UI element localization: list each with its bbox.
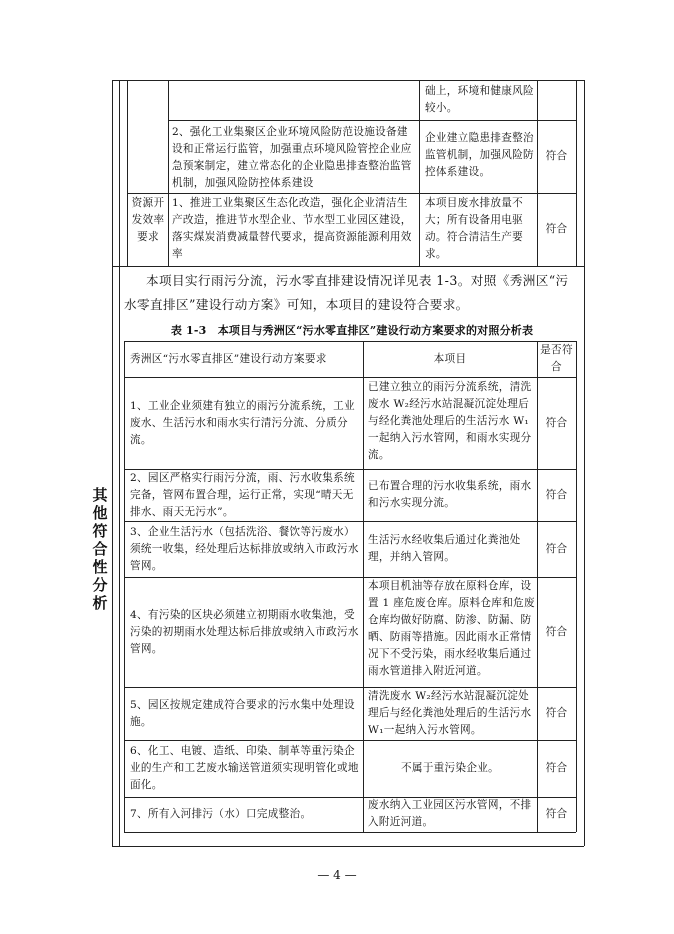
page-number: — 4 —	[317, 868, 357, 882]
upper-row2-result: 符合	[545, 150, 568, 162]
table-row-6-project: 不属于重污染企业。	[400, 762, 500, 774]
section-side-label	[90, 486, 110, 612]
side-char-4: 合	[92, 540, 108, 558]
table-row-4-project: 本项目机油等存放在原料仓库，设置 1 座危废仓库。原料仓库和危废仓库均做好防腐、防渗、防漏、防晒、防雨等措施。因此雨水正常情况下不受污染，雨水经收集后通过雨水管道排入附近河道。	[368, 580, 535, 677]
intro-paragraph-line1: 本项目实行雨污分流，污水零直排建设情况详见表 1-3。对照《秀洲区“污	[146, 273, 569, 288]
table-row-5-result: 符合	[545, 707, 568, 719]
side-char-1: 其	[92, 486, 108, 504]
upper-row2-project-text: 企业建立隐患排查整治监管机制，加强风险防控体系建设。	[425, 132, 534, 178]
table-header-compliance: 是否符合	[540, 344, 573, 373]
table-row-1-requirement: 1、工业企业须建有独立的雨污分流系统，工业废水、生活污水和雨水实行清污分流、分质分流。	[130, 399, 355, 446]
table-row-5-project: 清洗废水 W₂经污水站混凝沉淀处理后与经化粪池处理后的生活污水 W₁一起纳入污水管网。	[368, 690, 532, 736]
table-row-7-project: 废水纳入工业园区污水管网，不排入附近河道。	[368, 799, 532, 828]
table-left-line	[124, 341, 125, 832]
table-row-4-requirement: 4、有污染的区块必须建立初期雨水收集池，受污染的初期雨水处理达标后排放或纳入市政污水管网。	[130, 608, 359, 655]
frame-top-line	[112, 80, 584, 81]
upper-row3-result: 符合	[545, 223, 568, 235]
table-caption: 表 1-3 本项目与秀洲区“污水零直排区”建设行动方案要求的对照分析表	[170, 324, 534, 337]
upper-row2-measure-text: 2、强化工业集聚区企业环境风险防范设施设备建设和正常运行监管，加强重点环境风险管控企业应急预案制定，建立常态化的企业隐患排查整治监管机制，加强风险防控体系建设	[172, 126, 412, 189]
table-row-2-result: 符合	[545, 488, 568, 501]
upper-col-line-b	[127, 80, 128, 266]
section-divider-line	[112, 266, 584, 267]
upper-row-line-2	[127, 193, 576, 194]
table-right-line	[576, 341, 577, 832]
upper-row3-measure-text: 1、推进工业集聚区生态化改造，强化企业清洁生产改造，推进节水型企业、节水型工业园区建设，落实煤炭消费减量替代要求，提高资源能源利用效率	[172, 197, 412, 260]
table-row-6-requirement: 6、化工、电镀、造纸、印染、制革等重污染企业的生产和工艺废水输送管道须实现明管化或地面化。	[130, 745, 359, 791]
upper-col-line-d	[419, 80, 420, 266]
frame-right-line	[584, 80, 585, 846]
table-row-3-project: 生活污水经收集后通过化粪池处理，并纳入管网。	[368, 534, 521, 563]
upper-row3-project-text: 本项目废水排放量不大；所有设备用电驱动。符合清洁生产要求。	[425, 197, 524, 260]
table-header-requirement: 秀洲区“污水零直排区”建设行动方案要求	[130, 352, 327, 365]
side-char-6: 分	[92, 576, 108, 594]
table-row-2-requirement: 2、园区严格实行雨污分流，雨、污水收集系统完备，管网布置合理，运行正常，实现“晴天无排水、雨天无污水”。	[130, 471, 355, 518]
table-row-6-result: 符合	[545, 762, 568, 774]
side-char-2: 他	[92, 504, 108, 522]
upper-row-line-1	[168, 120, 576, 121]
side-char-3: 符	[92, 522, 108, 540]
table-row-2-project: 已布置合理的污水收集系统，雨水和污水实现分流。	[368, 480, 532, 509]
table-row-1-result: 符合	[545, 416, 568, 429]
upper-col-line-a	[119, 80, 120, 266]
section-label-divider	[119, 266, 120, 846]
table-row-5-requirement: 5、园区按规定建成符合要求的污水集中处理设施。	[130, 698, 355, 728]
upper-row1-project-text: 础上，环境和健康风险较小。	[425, 85, 534, 114]
intro-paragraph-line2: 水零直排区”建设行动方案》可知，本项目的建设符合要求。	[124, 297, 469, 312]
table-row-7-result: 符合	[545, 808, 568, 820]
table-row-1-project: 已建立独立的雨污分流系统，清洗废水 W₂经污水站混凝沉淀处理后与经化粪池处理后的生活污水 W₁一起纳入污水管网，和雨水实现分流。	[368, 381, 532, 461]
upper-col-line-c	[168, 80, 169, 266]
side-char-5: 性	[92, 558, 108, 576]
table-line-bottom	[124, 832, 576, 833]
table-header-project: 本项目	[433, 352, 467, 365]
frame-bottom-line	[112, 846, 584, 847]
table-row-3-result: 符合	[545, 542, 568, 555]
table-row-3-requirement: 3、企业生活污水（包括洗浴、餐饮等污废水）须统一收集，经处理后达标排放或纳入市政污水管网。	[130, 525, 359, 572]
upper-row3-label: 资源开发效率要求	[131, 197, 165, 243]
side-char-7: 析	[92, 594, 108, 612]
frame-left-line	[112, 80, 113, 846]
table-row-4-result: 符合	[545, 625, 568, 638]
upper-col-line-f	[576, 80, 577, 266]
table-row-7-requirement: 7、所有入河排污（水）口完成整治。	[130, 808, 312, 820]
